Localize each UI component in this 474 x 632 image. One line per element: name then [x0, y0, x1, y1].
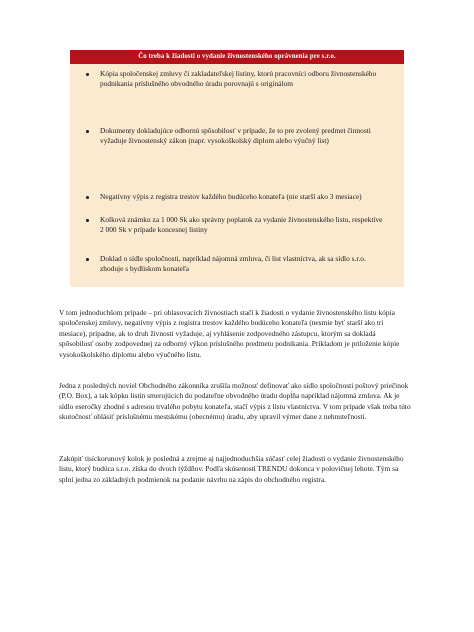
requirements-box	[70, 50, 404, 287]
requirement-text: Doklad o sídle spoločnosti, napríklad nájomná zmluva, či list vlastníctva, ak sa sídlo s.r.o. zhoduje s bydliskom konateľa	[100, 254, 366, 274]
requirement-text: Dokumenty dokladujúce odbornú spôsobilosť v prípade, že to pre zvolený predmet činnosti vyžaduje živnostenský zákon (napr. vysokoškolský diplom alebo výučný list)	[100, 126, 371, 146]
bullet-icon	[86, 196, 89, 199]
requirements-box-title: Čo treba k žiadosti o vydanie živnostenského oprávnenia pre s.r.o.	[70, 50, 404, 64]
requirement-text: Kolková známku za 1 000 Sk ako správny poplatok za vydanie živnostenského listu, respektíve 2 000 Sk v prípade koncesnej listiny	[100, 215, 383, 235]
bullet-icon	[86, 73, 89, 76]
bullet-icon	[86, 130, 89, 133]
body-paragraph: Jedna z posledných noviel Obchodného zákonníka zrušila možnosť definovať ako sídlo spoločnosti poštový priečinok (P.O. Box), a tak kópku listín smerujúcich do podateľne obvodného úradu dopĺňa napríklad nájomná zmluva. Ak je sídlo eseročky zhodné s adresou trvalého pobytu konateľa, stačí výpis z listu vlastníctva. V tom prípade však treba túto skutočnosť ohlásiť príslušnému mestskému (obecnému) úradu, aby upravil výmer dane z nehnuteľností.	[59, 381, 411, 422]
requirement-text: Negatívny výpis z registra trestov každého budúceho konateľa (nie starší ako 3 mesiace)	[100, 192, 362, 201]
body-paragraph: V tom jednoduchšom prípade – pri ohlasovacích živnostiach stačí k žiadosti o vydanie živnostenského listu kópia spoločenskej zmluvy, negatívny výpis z registra trestov každého budúceho konateľa (nesmie byť starší ako tri mesiace), prípadne, ak to druh živnosti vyžaduje, aj vyhlásenie zodpovedného zástupcu, ktorým sa dokladá spôsobilosť osoby zodpovednej za odborný výkon príslušného predmetu podnikania. Príkladom je priloženie kópie vysokoškolského diplomu alebo výučného listu.	[59, 308, 400, 359]
requirement-text: Kópia spoločenskej zmluvy či zakladateľskej listiny, ktorú pracovníci odboru živnostenského podnikania príslušného obvodného úradu porovnajú s originálom	[100, 69, 377, 89]
bullet-icon	[86, 219, 89, 222]
bullet-icon	[86, 258, 89, 261]
body-paragraph: Zakúpiť tisíckorunový kolok je posledná a zrejme aj najjednoduchšia súčasť celej žiadosti o vydanie živnostenského listu, ktorý budúca s.r.o. získa do dvoch týždňov. Podľa skúseností TRENDU dokonca v polovičnej lehote. Tým sa splní jedna zo základných podmienok na podanie návrhu na zápis do obchodného registra.	[59, 454, 404, 484]
